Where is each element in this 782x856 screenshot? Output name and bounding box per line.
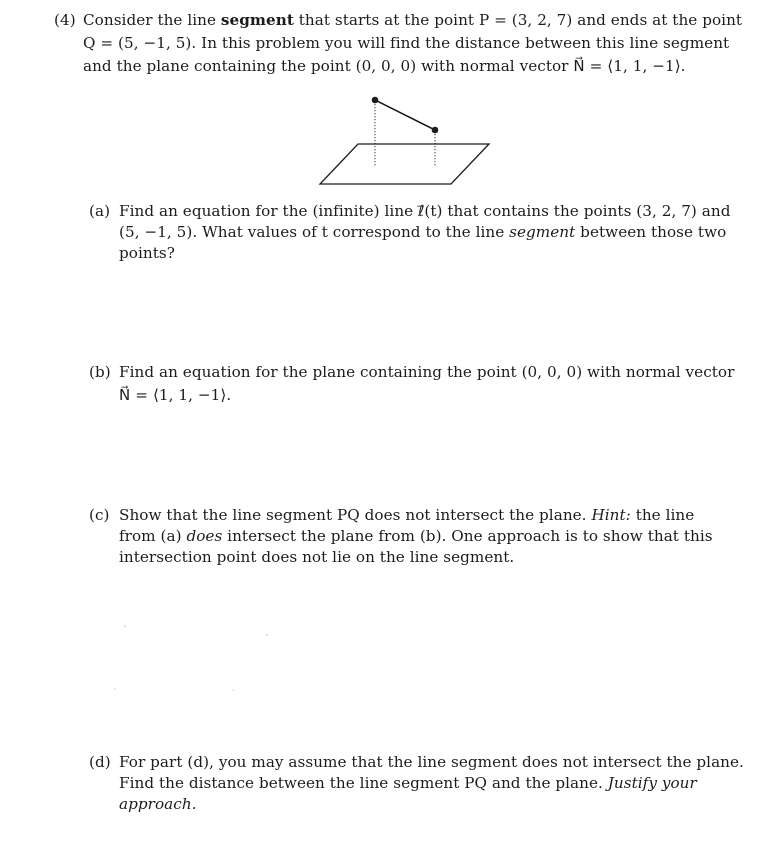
problem-line-2: Q = (5, −1, 5). In this problem you will find the distance between this line segment: [83, 34, 730, 52]
part-c-line-2: from (a) does intersect the plane from (b). One approach is to show that this: [119, 527, 713, 545]
problem-line-3: and the plane containing the point (0, 0, 0) with normal vector N⃗ = ⟨1, 1, −1⟩.: [83, 57, 686, 75]
problem-line-1: Consider the line segment that starts at the point P = (3, 2, 7) and ends at the point: [83, 11, 743, 29]
part-b-line-1: Find an equation for the plane containing the point (0, 0, 0) with normal vector: [119, 363, 735, 381]
endpoint-p: [372, 97, 379, 104]
part-d-line-3: approach.: [119, 795, 197, 813]
line-segment-pq: [375, 100, 435, 130]
part-b-line-2: N⃗ = ⟨1, 1, −1⟩.: [119, 386, 232, 404]
part-a-line-2: (5, −1, 5). What values of t correspond to the line segment between those two: [119, 223, 727, 241]
part-c-line-1: Show that the line segment PQ does not intersect the plane. Hint: the line: [119, 506, 695, 524]
plane-parallelogram: [320, 144, 489, 184]
endpoint-q: [432, 127, 439, 134]
part-a-label: (a): [89, 202, 111, 220]
segment-plane-figure: [318, 92, 493, 190]
part-c-line-3: intersection point does not lie on the line segment.: [119, 548, 515, 566]
part-b-label: (b): [89, 363, 111, 381]
part-a-line-3: points?: [119, 244, 175, 262]
part-d-line-1: For part (d), you may assume that the line segment does not intersect the plane.: [119, 753, 744, 771]
part-c-label: (c): [89, 506, 110, 524]
part-d-line-2: Find the distance between the line segment PQ and the plane. Justify your: [119, 774, 697, 792]
problem-number: (4): [54, 11, 76, 29]
part-a-line-1: Find an equation for the (infinite) line ℓ⃗(t) that contains the points (3, 2, 7) and: [119, 202, 731, 220]
part-d-label: (d): [89, 753, 111, 771]
